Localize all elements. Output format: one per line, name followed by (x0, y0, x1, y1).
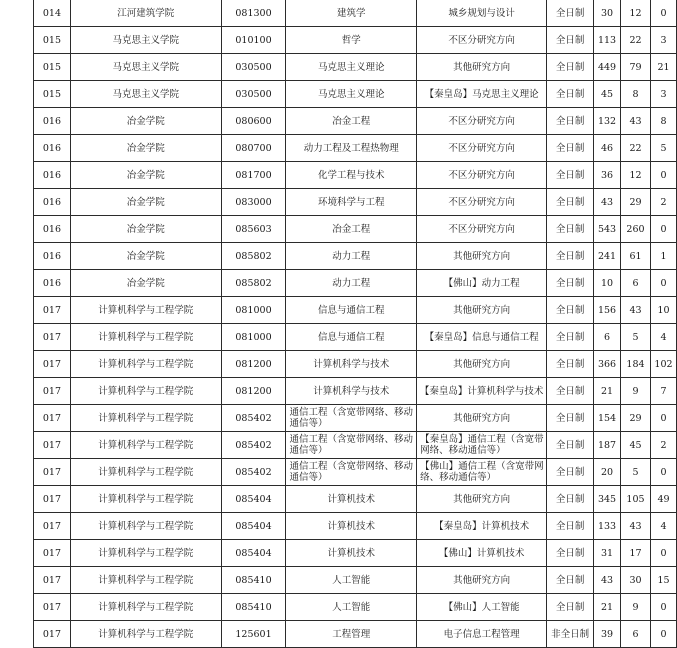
extra-count-cell: 4 (650, 513, 676, 540)
table-row (34, 378, 677, 405)
college-name-cell: 冶金学院 (70, 162, 221, 189)
college-code-cell: 017 (34, 324, 71, 351)
study-mode-cell: 全日制 (547, 567, 594, 594)
total-count-cell: 45 (594, 81, 621, 108)
major-code-cell: 085404 (221, 486, 286, 513)
admissions-table (33, 0, 677, 648)
major-code-cell: 083000 (221, 189, 286, 216)
major-name-cell: 人工智能 (286, 594, 417, 621)
research-direction-cell: 其他研究方向 (417, 567, 547, 594)
pushed-count-cell: 43 (621, 513, 651, 540)
college-name-cell: 计算机科学与工程学院 (70, 297, 221, 324)
major-code-cell: 081300 (221, 0, 286, 27)
study-mode-cell: 全日制 (547, 108, 594, 135)
total-count-cell: 449 (594, 54, 621, 81)
pushed-count-cell: 184 (621, 351, 651, 378)
study-mode-cell: 全日制 (547, 432, 594, 459)
extra-count-cell: 4 (650, 324, 676, 351)
extra-count-cell: 7 (650, 378, 676, 405)
research-direction-cell: 不区分研究方向 (417, 135, 547, 162)
major-name-cell: 计算机科学与技术 (286, 351, 417, 378)
table-row (34, 135, 677, 162)
college-name-cell: 马克思主义学院 (70, 54, 221, 81)
table-row (34, 0, 677, 27)
research-direction-cell: 城乡规划与设计 (417, 0, 547, 27)
table-body (34, 0, 677, 648)
major-code-cell: 081000 (221, 297, 286, 324)
pushed-count-cell: 43 (621, 297, 651, 324)
extra-count-cell: 2 (650, 189, 676, 216)
major-name-cell: 哲学 (286, 27, 417, 54)
extra-count-cell: 0 (650, 621, 676, 648)
major-code-cell: 010100 (221, 27, 286, 54)
college-name-cell: 计算机科学与工程学院 (70, 405, 221, 432)
total-count-cell: 30 (594, 0, 621, 27)
major-name-cell: 环境科学与工程 (286, 189, 417, 216)
extra-count-cell: 10 (650, 297, 676, 324)
research-direction-cell: 其他研究方向 (417, 54, 547, 81)
college-code-cell: 017 (34, 594, 71, 621)
pushed-count-cell: 43 (621, 108, 651, 135)
college-code-cell: 015 (34, 81, 71, 108)
major-name-cell: 计算机技术 (286, 486, 417, 513)
pushed-count-cell: 260 (621, 216, 651, 243)
research-direction-cell: 不区分研究方向 (417, 216, 547, 243)
pushed-count-cell: 30 (621, 567, 651, 594)
total-count-cell: 20 (594, 459, 621, 486)
major-code-cell: 085402 (221, 459, 286, 486)
table-row (34, 216, 677, 243)
research-direction-cell: 【佛山】通信工程（含宽带网络、移动通信等） (417, 459, 547, 486)
research-direction-cell: 【秦皇岛】计算机技术 (417, 513, 547, 540)
table-row (34, 297, 677, 324)
study-mode-cell: 全日制 (547, 324, 594, 351)
major-code-cell: 085404 (221, 540, 286, 567)
pushed-count-cell: 6 (621, 621, 651, 648)
research-direction-cell: 【秦皇岛】通信工程（含宽带网络、移动通信等） (417, 432, 547, 459)
extra-count-cell: 3 (650, 27, 676, 54)
extra-count-cell: 0 (650, 216, 676, 243)
extra-count-cell: 0 (650, 162, 676, 189)
research-direction-cell: 其他研究方向 (417, 351, 547, 378)
college-code-cell: 017 (34, 432, 71, 459)
pushed-count-cell: 22 (621, 135, 651, 162)
study-mode-cell: 全日制 (547, 513, 594, 540)
college-code-cell: 016 (34, 162, 71, 189)
college-code-cell: 016 (34, 135, 71, 162)
pushed-count-cell: 6 (621, 270, 651, 297)
research-direction-cell: 【佛山】人工智能 (417, 594, 547, 621)
total-count-cell: 154 (594, 405, 621, 432)
extra-count-cell: 49 (650, 486, 676, 513)
college-name-cell: 计算机科学与工程学院 (70, 351, 221, 378)
college-code-cell: 015 (34, 27, 71, 54)
table-row (34, 81, 677, 108)
study-mode-cell: 全日制 (547, 0, 594, 27)
pushed-count-cell: 17 (621, 540, 651, 567)
table-row (34, 162, 677, 189)
table-row (34, 594, 677, 621)
research-direction-cell: 不区分研究方向 (417, 189, 547, 216)
major-name-cell: 计算机技术 (286, 540, 417, 567)
major-name-cell: 通信工程（含宽带网络、移动通信等） (286, 405, 417, 432)
study-mode-cell: 全日制 (547, 135, 594, 162)
pushed-count-cell: 45 (621, 432, 651, 459)
research-direction-cell: 不区分研究方向 (417, 162, 547, 189)
research-direction-cell: 【佛山】计算机技术 (417, 540, 547, 567)
pushed-count-cell: 105 (621, 486, 651, 513)
college-name-cell: 计算机科学与工程学院 (70, 621, 221, 648)
major-name-cell: 动力工程 (286, 243, 417, 270)
pushed-count-cell: 29 (621, 405, 651, 432)
college-code-cell: 017 (34, 567, 71, 594)
pushed-count-cell: 8 (621, 81, 651, 108)
college-code-cell: 017 (34, 513, 71, 540)
college-name-cell: 计算机科学与工程学院 (70, 459, 221, 486)
table-row (34, 432, 677, 459)
college-name-cell: 计算机科学与工程学院 (70, 432, 221, 459)
table-row (34, 351, 677, 378)
pushed-count-cell: 12 (621, 0, 651, 27)
college-code-cell: 016 (34, 243, 71, 270)
table-row (34, 270, 677, 297)
table-row (34, 567, 677, 594)
total-count-cell: 132 (594, 108, 621, 135)
college-code-cell: 016 (34, 108, 71, 135)
study-mode-cell: 全日制 (547, 486, 594, 513)
major-name-cell: 信息与通信工程 (286, 324, 417, 351)
major-name-cell: 通信工程（含宽带网络、移动通信等） (286, 459, 417, 486)
college-name-cell: 冶金学院 (70, 216, 221, 243)
study-mode-cell: 全日制 (547, 162, 594, 189)
major-code-cell: 085402 (221, 405, 286, 432)
college-name-cell: 计算机科学与工程学院 (70, 567, 221, 594)
major-name-cell: 人工智能 (286, 567, 417, 594)
total-count-cell: 241 (594, 243, 621, 270)
college-name-cell: 计算机科学与工程学院 (70, 378, 221, 405)
total-count-cell: 36 (594, 162, 621, 189)
major-name-cell: 建筑学 (286, 0, 417, 27)
college-code-cell: 017 (34, 297, 71, 324)
total-count-cell: 10 (594, 270, 621, 297)
research-direction-cell: 不区分研究方向 (417, 108, 547, 135)
pushed-count-cell: 61 (621, 243, 651, 270)
research-direction-cell: 其他研究方向 (417, 297, 547, 324)
major-code-cell: 085404 (221, 513, 286, 540)
study-mode-cell: 非全日制 (547, 621, 594, 648)
study-mode-cell: 全日制 (547, 27, 594, 54)
total-count-cell: 156 (594, 297, 621, 324)
table-row (34, 621, 677, 648)
college-name-cell: 冶金学院 (70, 243, 221, 270)
college-name-cell: 冶金学院 (70, 108, 221, 135)
research-direction-cell: 不区分研究方向 (417, 27, 547, 54)
study-mode-cell: 全日制 (547, 405, 594, 432)
pushed-count-cell: 22 (621, 27, 651, 54)
major-code-cell: 085802 (221, 243, 286, 270)
major-code-cell: 081200 (221, 378, 286, 405)
table-row (34, 27, 677, 54)
college-code-cell: 017 (34, 486, 71, 513)
extra-count-cell: 3 (650, 81, 676, 108)
college-name-cell: 冶金学院 (70, 135, 221, 162)
research-direction-cell: 【秦皇岛】马克思主义理论 (417, 81, 547, 108)
college-code-cell: 014 (34, 0, 71, 27)
college-name-cell: 计算机科学与工程学院 (70, 513, 221, 540)
study-mode-cell: 全日制 (547, 270, 594, 297)
total-count-cell: 46 (594, 135, 621, 162)
study-mode-cell: 全日制 (547, 459, 594, 486)
total-count-cell: 31 (594, 540, 621, 567)
college-name-cell: 马克思主义学院 (70, 27, 221, 54)
major-name-cell: 动力工程及工程热物理 (286, 135, 417, 162)
study-mode-cell: 全日制 (547, 216, 594, 243)
extra-count-cell: 0 (650, 540, 676, 567)
college-code-cell: 017 (34, 540, 71, 567)
college-code-cell: 016 (34, 189, 71, 216)
college-code-cell: 017 (34, 378, 71, 405)
college-name-cell: 江河建筑学院 (70, 0, 221, 27)
extra-count-cell: 0 (650, 594, 676, 621)
table-row (34, 405, 677, 432)
extra-count-cell: 102 (650, 351, 676, 378)
total-count-cell: 133 (594, 513, 621, 540)
major-name-cell: 信息与通信工程 (286, 297, 417, 324)
table-row (34, 486, 677, 513)
major-code-cell: 125601 (221, 621, 286, 648)
major-code-cell: 085802 (221, 270, 286, 297)
table-row (34, 513, 677, 540)
extra-count-cell: 21 (650, 54, 676, 81)
college-name-cell: 冶金学院 (70, 189, 221, 216)
college-code-cell: 016 (34, 216, 71, 243)
extra-count-cell: 8 (650, 108, 676, 135)
major-code-cell: 085402 (221, 432, 286, 459)
pushed-count-cell: 5 (621, 324, 651, 351)
major-code-cell: 081200 (221, 351, 286, 378)
major-code-cell: 080700 (221, 135, 286, 162)
extra-count-cell: 15 (650, 567, 676, 594)
college-code-cell: 017 (34, 351, 71, 378)
table-row (34, 243, 677, 270)
major-code-cell: 081000 (221, 324, 286, 351)
study-mode-cell: 全日制 (547, 243, 594, 270)
research-direction-cell: 其他研究方向 (417, 243, 547, 270)
table-row (34, 189, 677, 216)
total-count-cell: 6 (594, 324, 621, 351)
major-name-cell: 计算机科学与技术 (286, 378, 417, 405)
college-code-cell: 015 (34, 54, 71, 81)
total-count-cell: 21 (594, 378, 621, 405)
major-code-cell: 030500 (221, 54, 286, 81)
table-row (34, 324, 677, 351)
college-code-cell: 017 (34, 621, 71, 648)
major-code-cell: 080600 (221, 108, 286, 135)
extra-count-cell: 0 (650, 459, 676, 486)
total-count-cell: 187 (594, 432, 621, 459)
major-name-cell: 通信工程（含宽带网络、移动通信等） (286, 432, 417, 459)
research-direction-cell: 【秦皇岛】计算机科学与技术 (417, 378, 547, 405)
total-count-cell: 113 (594, 27, 621, 54)
major-name-cell: 冶金工程 (286, 108, 417, 135)
college-name-cell: 马克思主义学院 (70, 81, 221, 108)
college-name-cell: 冶金学院 (70, 270, 221, 297)
research-direction-cell: 其他研究方向 (417, 405, 547, 432)
college-name-cell: 计算机科学与工程学院 (70, 594, 221, 621)
total-count-cell: 345 (594, 486, 621, 513)
college-name-cell: 计算机科学与工程学院 (70, 486, 221, 513)
table-row (34, 54, 677, 81)
extra-count-cell: 0 (650, 0, 676, 27)
major-name-cell: 工程管理 (286, 621, 417, 648)
extra-count-cell: 2 (650, 432, 676, 459)
table-row (34, 540, 677, 567)
extra-count-cell: 1 (650, 243, 676, 270)
college-code-cell: 016 (34, 270, 71, 297)
major-name-cell: 马克思主义理论 (286, 81, 417, 108)
total-count-cell: 543 (594, 216, 621, 243)
major-name-cell: 动力工程 (286, 270, 417, 297)
research-direction-cell: 【佛山】动力工程 (417, 270, 547, 297)
pushed-count-cell: 5 (621, 459, 651, 486)
pushed-count-cell: 9 (621, 594, 651, 621)
major-code-cell: 085410 (221, 594, 286, 621)
pushed-count-cell: 9 (621, 378, 651, 405)
college-code-cell: 017 (34, 405, 71, 432)
college-name-cell: 计算机科学与工程学院 (70, 540, 221, 567)
pushed-count-cell: 29 (621, 189, 651, 216)
pushed-count-cell: 12 (621, 162, 651, 189)
study-mode-cell: 全日制 (547, 594, 594, 621)
table-row (34, 108, 677, 135)
research-direction-cell: 【秦皇岛】信息与通信工程 (417, 324, 547, 351)
major-code-cell: 030500 (221, 81, 286, 108)
major-code-cell: 085410 (221, 567, 286, 594)
college-name-cell: 计算机科学与工程学院 (70, 324, 221, 351)
extra-count-cell: 5 (650, 135, 676, 162)
study-mode-cell: 全日制 (547, 378, 594, 405)
research-direction-cell: 电子信息工程管理 (417, 621, 547, 648)
table-row (34, 459, 677, 486)
study-mode-cell: 全日制 (547, 189, 594, 216)
total-count-cell: 43 (594, 567, 621, 594)
study-mode-cell: 全日制 (547, 297, 594, 324)
total-count-cell: 39 (594, 621, 621, 648)
extra-count-cell: 0 (650, 405, 676, 432)
major-name-cell: 计算机技术 (286, 513, 417, 540)
major-code-cell: 085603 (221, 216, 286, 243)
total-count-cell: 366 (594, 351, 621, 378)
study-mode-cell: 全日制 (547, 351, 594, 378)
extra-count-cell: 0 (650, 270, 676, 297)
study-mode-cell: 全日制 (547, 54, 594, 81)
major-name-cell: 化学工程与技术 (286, 162, 417, 189)
major-name-cell: 冶金工程 (286, 216, 417, 243)
pushed-count-cell: 79 (621, 54, 651, 81)
college-code-cell: 017 (34, 459, 71, 486)
total-count-cell: 21 (594, 594, 621, 621)
study-mode-cell: 全日制 (547, 540, 594, 567)
major-name-cell: 马克思主义理论 (286, 54, 417, 81)
research-direction-cell: 其他研究方向 (417, 486, 547, 513)
study-mode-cell: 全日制 (547, 81, 594, 108)
total-count-cell: 43 (594, 189, 621, 216)
major-code-cell: 081700 (221, 162, 286, 189)
